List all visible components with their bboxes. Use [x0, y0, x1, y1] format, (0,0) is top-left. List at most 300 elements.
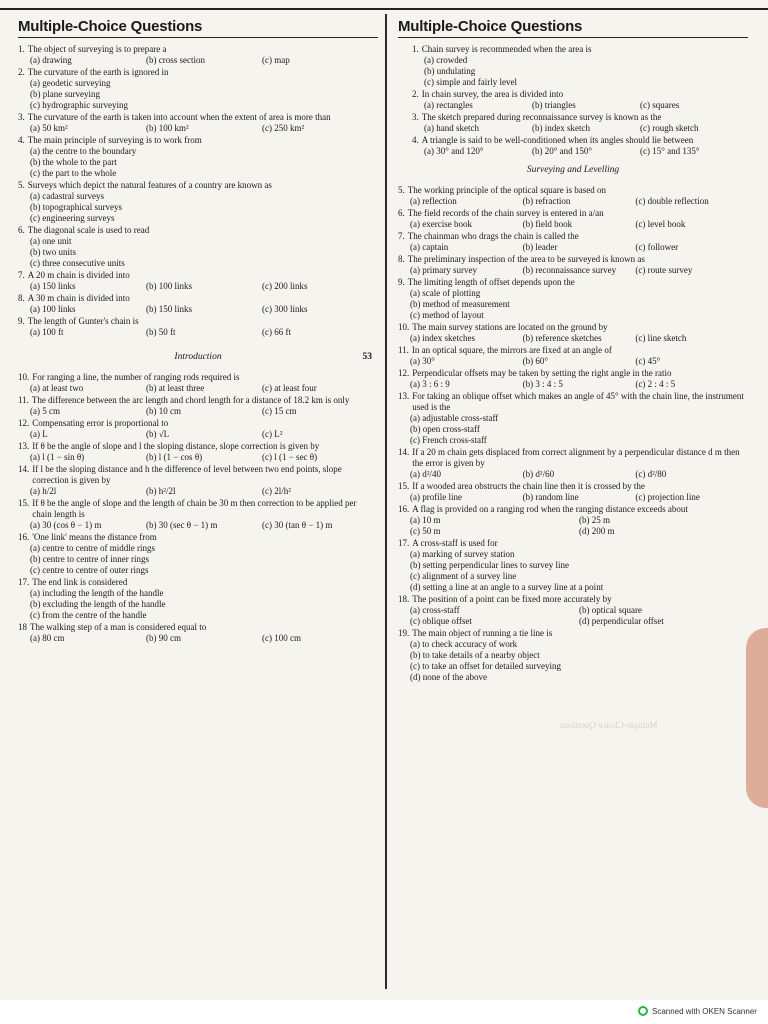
- options: [398, 242, 748, 253]
- question-text: A 20 m chain is divided into: [27, 270, 130, 280]
- option: (b) 60°: [522, 356, 549, 366]
- question: [398, 481, 748, 503]
- question-number: 2.: [412, 89, 419, 99]
- option: (b) l (1 − cos θ): [146, 452, 203, 462]
- question-text: The main principle of surveying is to work from: [27, 135, 202, 145]
- options: [398, 219, 748, 230]
- question-number: 11.: [18, 395, 29, 405]
- question-number: 1.: [18, 44, 25, 54]
- option: (b) centre to centre of inner rings: [30, 554, 149, 564]
- question: [18, 532, 378, 576]
- question-text: If a wooded area obstructs the chain line then it is crossed by the: [412, 481, 645, 491]
- question-text: In an optical square, the mirrors are fixed at an angle of: [411, 345, 612, 355]
- option: (c) alignment of a survey line: [410, 571, 517, 581]
- question-number: 13.: [398, 391, 410, 401]
- question: [398, 368, 748, 390]
- option: (a) index sketches: [410, 333, 475, 343]
- question-stem: [18, 577, 378, 588]
- question-number: 17.: [398, 538, 410, 548]
- option: (a) cadastral surveys: [30, 191, 104, 201]
- question: [398, 447, 748, 480]
- question-number: 4.: [412, 135, 419, 145]
- option: (c) hydrographic surveying: [30, 100, 128, 110]
- question-stem: [18, 225, 378, 236]
- question-text: Compensating error is proportional to: [32, 418, 169, 428]
- options: [18, 633, 378, 644]
- question-stem: [398, 208, 748, 219]
- question-number: 19.: [398, 628, 410, 638]
- option: (b) two units: [30, 247, 76, 257]
- option: (a) crowded: [424, 55, 468, 65]
- option: (b) 30 (sec θ − 1) m: [146, 520, 218, 530]
- option: (b) 20° and 150°: [532, 146, 592, 156]
- options: [18, 191, 378, 224]
- right-section-title: [398, 165, 748, 175]
- option: (b) to take details of a nearby object: [410, 650, 540, 660]
- option: (a) 3 : 6 : 9: [410, 379, 450, 389]
- question: [398, 594, 748, 627]
- option: (a) geodetic surveying: [30, 78, 111, 88]
- question: [398, 345, 748, 367]
- options: [18, 383, 378, 394]
- option: (b) 3 : 4 : 5: [522, 379, 563, 389]
- option: (c) method of layout: [410, 310, 484, 320]
- question-text: The chainman who drags the chain is called the: [407, 231, 579, 241]
- question: [18, 112, 378, 134]
- question: [18, 418, 378, 440]
- question-text: A cross-staff is used for: [412, 538, 498, 548]
- option: (c) to take an offset for detailed surveying: [410, 661, 562, 671]
- options: [398, 515, 748, 537]
- question: [398, 538, 748, 593]
- option: (a) 5 cm: [30, 406, 60, 416]
- question-number: 6.: [398, 208, 405, 218]
- options: [398, 196, 748, 207]
- options: [18, 588, 378, 621]
- question-number: 5.: [398, 185, 405, 195]
- option: (a) the centre to the boundary: [30, 146, 137, 156]
- question-text: Surveys which depict the natural features of a country are known as: [27, 180, 272, 190]
- question-number: 8.: [18, 293, 25, 303]
- option: (c) 250 km²: [262, 123, 305, 133]
- question-text: The difference between the arc length and chord length for a distance of 18.2 km is only: [31, 395, 350, 405]
- question-text: The field records of the chain survey is entered in a/an: [407, 208, 604, 218]
- option: (a) rectangles: [424, 100, 473, 110]
- option: (a) to check accuracy of work: [410, 639, 518, 649]
- question: [18, 441, 378, 463]
- left-heading: Multiple-Choice Questions: [18, 18, 378, 38]
- question-text: For ranging a line, the number of ranging rods required is: [32, 372, 240, 382]
- options: [18, 543, 378, 576]
- question-number: 10.: [398, 322, 410, 332]
- question-text: The length of Gunter's chain is: [27, 316, 139, 326]
- options: [18, 304, 378, 315]
- question-stem: [398, 447, 748, 469]
- question: [18, 372, 378, 394]
- option: (c) 50 m: [410, 526, 441, 536]
- question-stem: [18, 293, 378, 304]
- question-stem: [412, 89, 748, 100]
- question-text: The preliminary inspection of the area to be surveyed is known as: [407, 254, 645, 264]
- option: (a) d²/40: [410, 469, 441, 479]
- options: [412, 146, 748, 157]
- question: [18, 270, 378, 292]
- option: (a) 10 m: [410, 515, 441, 525]
- option: (c) at least four: [262, 383, 317, 393]
- right-column: [398, 18, 748, 684]
- question-number: 15.: [398, 481, 410, 491]
- options: [398, 413, 748, 446]
- option: (c) route survey: [635, 265, 693, 275]
- question: [18, 577, 378, 621]
- options: [398, 469, 748, 480]
- options: [398, 605, 748, 627]
- question-number: 3.: [18, 112, 25, 122]
- question-number: 7.: [18, 270, 25, 280]
- options: [18, 55, 378, 66]
- question-number: 16.: [18, 532, 30, 542]
- question-number: 3.: [412, 112, 419, 122]
- question: [398, 231, 748, 253]
- option: (b) plane surveying: [30, 89, 100, 99]
- option: (b) open cross-staff: [410, 424, 480, 434]
- option: (b) 100 km²: [146, 123, 189, 133]
- oken-logo-icon: [638, 1006, 648, 1016]
- question-text: The main object of running a tie line is: [412, 628, 553, 638]
- question-stem: [398, 628, 748, 639]
- option: (b) 50 ft: [146, 327, 176, 337]
- options: [18, 406, 378, 417]
- question: [398, 277, 748, 321]
- option: (c) centre to centre of outer rings: [30, 565, 149, 575]
- option: (b) 90 cm: [146, 633, 181, 643]
- question-number: 11.: [398, 345, 409, 355]
- option: (a) primary survey: [410, 265, 477, 275]
- question-number: 6.: [18, 225, 25, 235]
- option: (c) d²/80: [635, 469, 667, 479]
- option: (b) field book: [522, 219, 573, 229]
- question-text: The curvature of the earth is taken into account when the extent of area is more than: [27, 112, 331, 122]
- question-stem: [398, 185, 748, 196]
- option: (a) profile line: [410, 492, 462, 502]
- option: (d) none of the above: [410, 672, 487, 682]
- question-text: The working principle of the optical square is based on: [407, 185, 606, 195]
- question-number: 13.: [18, 441, 30, 451]
- question: [18, 225, 378, 269]
- option: (a) drawing: [30, 55, 72, 65]
- options: [18, 236, 378, 269]
- right-questions-part2: [398, 185, 748, 683]
- option: (b) random line: [522, 492, 579, 502]
- option: (c) 300 links: [262, 304, 308, 314]
- scanner-watermark: [638, 1006, 757, 1016]
- question: [18, 135, 378, 179]
- option: (a) l (1 − sin θ): [30, 452, 85, 462]
- question-number: 8.: [398, 254, 405, 264]
- option: (b) at least three: [146, 383, 205, 393]
- options: [412, 100, 748, 111]
- question-number: 14.: [398, 447, 410, 457]
- question-number: 18.: [398, 594, 410, 604]
- question-text: If θ be the angle of slope and l the sloping distance, slope correction is given by: [32, 441, 320, 451]
- left-questions-part1: [18, 44, 378, 338]
- option: (a) 30°: [410, 356, 435, 366]
- option: (b) 100 links: [146, 281, 192, 291]
- options: [412, 123, 748, 134]
- option: (b) the whole to the part: [30, 157, 117, 167]
- options: [398, 639, 748, 683]
- question-stem: [18, 135, 378, 146]
- question: [18, 180, 378, 224]
- question-stem: [412, 112, 748, 123]
- question-stem: [398, 368, 748, 379]
- question-stem: [18, 498, 378, 520]
- left-questions-part2: [18, 372, 378, 644]
- question-text: The walking step of a man is considered equal to: [30, 622, 207, 632]
- option: (a) h/2l: [30, 486, 57, 496]
- question-stem: [398, 322, 748, 333]
- option: (c) rough sketch: [640, 123, 699, 133]
- option: (c) l (1 − sec θ): [262, 452, 318, 462]
- section-name: Surveying and Levelling: [526, 165, 620, 175]
- question-number: 9.: [18, 316, 25, 326]
- question-text: The curvature of the earth is ignored in: [27, 67, 169, 77]
- question-stem: [18, 372, 378, 383]
- options: [18, 486, 378, 497]
- question-number: 15.: [18, 498, 30, 508]
- option: (c) 200 links: [262, 281, 308, 291]
- option: (a) including the length of the handle: [30, 588, 164, 598]
- question-stem: [18, 464, 378, 486]
- question-stem: [398, 277, 748, 288]
- question-stem: [18, 44, 378, 55]
- question-stem: [18, 532, 378, 543]
- option: (c) three consecutive units: [30, 258, 125, 268]
- question: [18, 44, 378, 66]
- right-heading: Multiple-Choice Questions: [398, 18, 748, 38]
- option: (c) simple and fairly level: [424, 77, 517, 87]
- option: (a) cross-staff: [410, 605, 460, 615]
- option: (b) reconnaissance survey: [522, 265, 617, 275]
- option: (b) excluding the length of the handle: [30, 599, 166, 609]
- option: (c) 2l/h²: [262, 486, 291, 496]
- question: [18, 395, 378, 417]
- option: (c) 15° and 135°: [640, 146, 700, 156]
- option: (c) 2 : 4 : 5: [635, 379, 676, 389]
- question-stem: [398, 391, 748, 413]
- option: (c) oblique offset: [410, 616, 472, 626]
- question-text: In chain survey, the area is divided into: [421, 89, 564, 99]
- option: (b) reference sketches: [522, 333, 602, 343]
- option: (c) squares: [640, 100, 680, 110]
- question-number: 2.: [18, 67, 25, 77]
- question-stem: [398, 504, 748, 515]
- option: (c) line sketch: [635, 333, 687, 343]
- question-text: The end link is considered: [32, 577, 128, 587]
- question: [412, 135, 748, 157]
- option: (a) at least two: [30, 383, 84, 393]
- question-number: 1.: [412, 44, 419, 54]
- option: (a) adjustable cross-staff: [410, 413, 499, 423]
- options: [18, 520, 378, 531]
- option: (a) one unit: [30, 236, 72, 246]
- question: [18, 464, 378, 497]
- question-text: If a 20 m chain gets displaced from correct alignment by a perpendicular distance d m then the error is given by: [412, 447, 740, 468]
- question-stem: [18, 67, 378, 78]
- question-text: A 30 m chain is divided into: [27, 293, 130, 303]
- question-stem: [398, 538, 748, 549]
- question-text: 'One link' means the distance from: [32, 532, 157, 542]
- options: [18, 123, 378, 134]
- question-text: Chain survey is recommended when the area is: [421, 44, 592, 54]
- question-text: Perpendicular offsets may be taken by setting the right angle in the ratio: [412, 368, 672, 378]
- option: (c) French cross-staff: [410, 435, 487, 445]
- option: (b) triangles: [532, 100, 576, 110]
- question: [18, 316, 378, 338]
- section-name: Introduction: [174, 352, 222, 362]
- option: (a) hand sketch: [424, 123, 479, 133]
- question-stem: [398, 481, 748, 492]
- question-number: 4.: [18, 135, 25, 145]
- question: [398, 628, 748, 683]
- option: (a) 100 ft: [30, 327, 64, 337]
- question-text: A triangle is said to be well-conditioned when its angles should lie between: [421, 135, 694, 145]
- options: [18, 146, 378, 179]
- options: [18, 78, 378, 111]
- options: [398, 265, 748, 276]
- question-text: The main survey stations are located on the ground by: [412, 322, 608, 332]
- option: (a) exercise book: [410, 219, 472, 229]
- question-text: If l be the sloping distance and h the difference of level between two end points, slope correction is given by: [32, 464, 342, 485]
- option: (a) 50 km²: [30, 123, 68, 133]
- options: [18, 327, 378, 338]
- question-number: 9.: [398, 277, 405, 287]
- question-stem: [398, 594, 748, 605]
- thumb-in-scan: [746, 628, 768, 808]
- question-number: 16.: [398, 504, 410, 514]
- option: (c) 30 (tan θ − 1) m: [262, 520, 333, 530]
- question: [18, 67, 378, 111]
- question-stem: [398, 254, 748, 265]
- top-rule: [0, 8, 768, 10]
- question-number: 17.: [18, 577, 30, 587]
- option: (b) d²/60: [522, 469, 555, 479]
- option: (c) L²: [262, 429, 283, 439]
- option: (b) index sketch: [532, 123, 590, 133]
- option: (b) optical square: [579, 605, 642, 615]
- option: (b) undulating: [424, 66, 476, 76]
- question-number: 12.: [18, 418, 30, 428]
- question-stem: [398, 345, 748, 356]
- question-stem: [398, 231, 748, 242]
- question-text: The diagonal scale is used to read: [27, 225, 150, 235]
- question-stem: [18, 622, 378, 633]
- option: (c) double reflection: [635, 196, 709, 206]
- question-text: The sketch prepared during reconnaissance survey is known as the: [421, 112, 662, 122]
- option: (a) centre to centre of middle rings: [30, 543, 155, 553]
- option: (d) setting a line at an angle to a survey line at a point: [410, 582, 604, 592]
- options: [412, 55, 748, 88]
- option: (a) 30 (cos θ − 1) m: [30, 520, 102, 530]
- question-text: The object of surveying is to prepare a: [27, 44, 167, 54]
- option: (c) follower: [635, 242, 679, 252]
- question-text: The position of a point can be fixed more accurately by: [412, 594, 612, 604]
- question: [398, 208, 748, 230]
- option: (b) method of measurement: [410, 299, 510, 309]
- question-number: 18: [18, 622, 27, 632]
- option: (a) 80 cm: [30, 633, 65, 643]
- left-section-title: [18, 352, 378, 362]
- question: [18, 498, 378, 531]
- question-stem: [18, 395, 378, 406]
- question-text: A flag is provided on a ranging rod when the ranging distance exceeds about: [412, 504, 688, 514]
- options: [398, 379, 748, 390]
- option: (c) 45°: [635, 356, 661, 366]
- page-number: 53: [362, 352, 372, 362]
- question-number: 5.: [18, 180, 25, 190]
- right-questions-part1: [398, 44, 748, 157]
- question: [398, 504, 748, 537]
- question: [412, 44, 748, 88]
- question-stem: [412, 44, 748, 55]
- option: (b) h²/2l: [146, 486, 176, 496]
- option: (c) from the centre of the handle: [30, 610, 147, 620]
- options: [398, 333, 748, 344]
- option: (b) 150 links: [146, 304, 192, 314]
- option: (b) √L: [146, 429, 170, 439]
- question-stem: [18, 316, 378, 327]
- question-stem: [412, 135, 748, 146]
- question-text: For taking an oblique offset which makes an angle of 45° with the chain line, the instrument used is the: [412, 391, 744, 412]
- option: (a) reflection: [410, 196, 457, 206]
- option: (b) leader: [522, 242, 558, 252]
- options: [18, 452, 378, 463]
- question: [18, 293, 378, 315]
- options: [18, 281, 378, 292]
- options: [18, 429, 378, 440]
- option: (b) topographical surveys: [30, 202, 122, 212]
- question: [398, 391, 748, 446]
- option: (d) 200 m: [579, 526, 615, 536]
- question: [398, 254, 748, 276]
- option: (a) captain: [410, 242, 449, 252]
- option: (b) 10 cm: [146, 406, 181, 416]
- option: (a) scale of plotting: [410, 288, 481, 298]
- option: (a) 150 links: [30, 281, 76, 291]
- options: [398, 492, 748, 503]
- option: (a) L: [30, 429, 48, 439]
- option: (a) 100 links: [30, 304, 76, 314]
- options: [398, 356, 748, 367]
- question-text: The limiting length of offset depends upon the: [407, 277, 575, 287]
- question-stem: [18, 270, 378, 281]
- option: (b) refraction: [522, 196, 571, 206]
- question: [412, 89, 748, 111]
- question-number: 14.: [18, 464, 30, 474]
- question: [18, 622, 378, 644]
- option: (c) engineering surveys: [30, 213, 115, 223]
- question-number: 10.: [18, 372, 30, 382]
- option: (c) 100 cm: [262, 633, 301, 643]
- question: [398, 185, 748, 207]
- question-number: 12.: [398, 368, 410, 378]
- question-stem: [18, 418, 378, 429]
- option: (d) perpendicular offset: [579, 616, 664, 626]
- scanner-text: Scanned with OKEN Scanner: [652, 1006, 757, 1016]
- option: (c) level book: [635, 219, 686, 229]
- options: [398, 288, 748, 321]
- option: (c) projection line: [635, 492, 700, 502]
